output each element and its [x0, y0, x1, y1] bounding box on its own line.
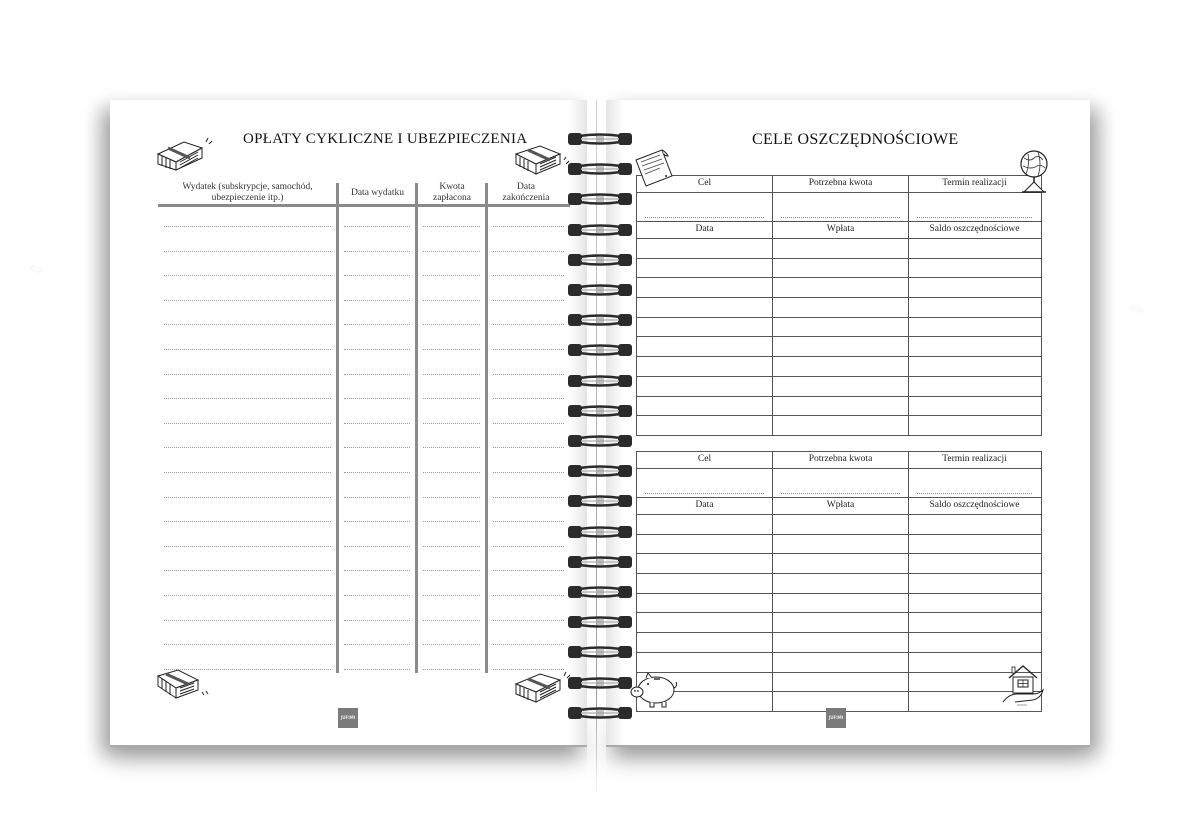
write-in-line[interactable]	[164, 595, 331, 596]
spiral-coil	[567, 464, 633, 478]
date-cell[interactable]	[637, 318, 772, 337]
deposit-cell[interactable]	[772, 515, 908, 534]
table-row	[637, 297, 1041, 317]
date-cell[interactable]	[637, 535, 772, 554]
column-divider	[415, 183, 418, 673]
balance-cell[interactable]	[908, 416, 1040, 435]
spiral-coil	[567, 676, 633, 690]
spiral-coil	[567, 494, 633, 508]
write-in-line[interactable]	[493, 226, 564, 227]
write-in-line[interactable]	[493, 423, 564, 424]
write-in-line[interactable]	[493, 472, 564, 473]
write-in-line[interactable]	[493, 447, 564, 448]
date-cell[interactable]	[637, 298, 772, 317]
table-row	[637, 396, 1041, 416]
write-in-line[interactable]	[423, 570, 480, 571]
column-header-expense	[158, 182, 337, 204]
write-in-line	[645, 493, 764, 494]
balance-cell[interactable]	[908, 318, 1040, 337]
table-row	[637, 672, 1041, 692]
write-in-line[interactable]	[344, 447, 410, 448]
write-in-line[interactable]	[164, 300, 331, 301]
goal-field[interactable]	[637, 469, 772, 497]
balance-cell[interactable]	[908, 337, 1040, 356]
balance-cell[interactable]	[908, 554, 1040, 573]
write-in-line[interactable]	[423, 644, 480, 645]
write-in-line[interactable]	[423, 300, 480, 301]
write-in-line[interactable]	[344, 546, 410, 547]
write-in-line[interactable]	[344, 620, 410, 621]
header-line: Data wydatku	[350, 188, 405, 198]
write-in-line[interactable]	[493, 595, 564, 596]
write-in-line[interactable]	[344, 275, 410, 276]
write-in-line[interactable]	[344, 374, 410, 375]
write-in-line[interactable]	[344, 669, 410, 670]
write-in-line[interactable]	[423, 472, 480, 473]
balance-cell[interactable]	[908, 357, 1040, 376]
table-row	[637, 593, 1041, 613]
spiral-coil	[567, 374, 633, 388]
write-in-line[interactable]	[344, 595, 410, 596]
deposit-cell[interactable]	[772, 397, 908, 416]
header-line: Data	[517, 182, 535, 192]
write-in-line[interactable]	[423, 374, 480, 375]
write-in-line[interactable]	[493, 570, 564, 571]
spiral-coil	[567, 192, 633, 206]
write-in-line[interactable]	[493, 324, 564, 325]
column-header: Saldo oszczędnościowe	[908, 498, 1040, 514]
deposit-cell[interactable]	[772, 416, 908, 435]
write-in-line[interactable]	[164, 226, 331, 227]
balance-cell[interactable]	[908, 259, 1040, 278]
balance-cell[interactable]	[908, 515, 1040, 534]
table-row	[637, 356, 1041, 376]
balance-cell[interactable]	[908, 278, 1040, 297]
table-row	[637, 612, 1041, 632]
entry-header-row	[637, 497, 1041, 514]
write-in-line[interactable]	[493, 546, 564, 547]
deposit-cell[interactable]	[772, 574, 908, 593]
write-in-line[interactable]	[423, 324, 480, 325]
column-header: Wpłata	[772, 222, 908, 238]
write-in-line[interactable]	[423, 620, 480, 621]
deposit-cell[interactable]	[772, 554, 908, 573]
deposit-cell[interactable]	[772, 653, 908, 672]
column-header: Cel	[697, 178, 712, 188]
date-cell[interactable]	[637, 554, 772, 573]
table-row	[637, 258, 1041, 278]
write-in-line[interactable]	[164, 324, 331, 325]
goal-header-row	[637, 452, 1041, 468]
spiral-coil	[567, 313, 633, 327]
header-line: ubezpieczenie itp.)	[211, 193, 284, 203]
table-row	[637, 238, 1041, 258]
date-cell[interactable]	[637, 357, 772, 376]
write-in-line	[781, 217, 900, 218]
goal-field[interactable]	[637, 193, 772, 221]
write-in-line[interactable]	[164, 472, 331, 473]
write-in-line[interactable]	[344, 570, 410, 571]
column-header: Potrzebna kwota	[772, 452, 908, 468]
spiral-coil	[567, 645, 633, 659]
table-row	[637, 573, 1041, 593]
table-row	[637, 514, 1041, 534]
spiral-coil	[567, 706, 633, 720]
write-in-line[interactable]	[423, 398, 480, 399]
deposit-cell[interactable]	[772, 337, 908, 356]
write-in-line[interactable]	[493, 398, 564, 399]
column-header: Potrzebna kwota	[772, 176, 908, 192]
brand-logo: JUFIMI	[338, 708, 358, 728]
document-icon	[632, 148, 678, 188]
right-page	[606, 100, 1090, 747]
column-header-amount-paid	[418, 182, 486, 204]
write-in-line[interactable]	[493, 644, 564, 645]
table-row	[637, 534, 1041, 554]
spiral-coil	[567, 132, 633, 146]
column-header-expense-date	[339, 188, 416, 199]
balance-cell[interactable]	[908, 239, 1040, 258]
write-in-line[interactable]	[423, 251, 480, 252]
write-in-line[interactable]	[164, 521, 331, 522]
column-divider	[336, 183, 339, 673]
write-in-line[interactable]	[164, 398, 331, 399]
write-in-line[interactable]	[164, 669, 331, 670]
column-divider	[485, 183, 488, 673]
write-in-line[interactable]	[493, 669, 564, 670]
left-page	[110, 100, 587, 747]
write-in-line[interactable]	[344, 226, 410, 227]
date-cell[interactable]	[637, 416, 772, 435]
header-line: Kwota	[439, 182, 465, 192]
column-header-end-date	[488, 182, 564, 204]
write-in-line[interactable]	[423, 521, 480, 522]
write-in-line[interactable]	[493, 497, 564, 498]
balance-cell[interactable]	[908, 397, 1040, 416]
write-in-line[interactable]	[344, 300, 410, 301]
write-in-line[interactable]	[344, 324, 410, 325]
required-amount-field[interactable]	[772, 193, 908, 221]
spiral-coil	[567, 585, 633, 599]
write-in-line[interactable]	[164, 497, 331, 498]
column-header: Data	[695, 500, 714, 510]
balance-cell[interactable]	[908, 594, 1040, 613]
write-in-line[interactable]	[164, 251, 331, 252]
table-row	[637, 376, 1041, 396]
spiral-coil	[567, 253, 633, 267]
write-in-line	[917, 493, 1032, 494]
background-watermark	[1126, 298, 1150, 324]
write-in-line[interactable]	[423, 349, 480, 350]
goal-header-row	[637, 176, 1041, 192]
write-in-line[interactable]	[493, 251, 564, 252]
column-header: Saldo oszczędnościowe	[908, 222, 1040, 238]
write-in-line[interactable]	[344, 521, 410, 522]
balance-cell[interactable]	[908, 377, 1040, 396]
deposit-cell[interactable]	[772, 633, 908, 652]
goal-input-row	[637, 192, 1041, 221]
date-cell[interactable]	[637, 515, 772, 534]
spiral-coil	[567, 162, 633, 176]
column-header: Data	[695, 224, 714, 234]
write-in-line[interactable]	[423, 546, 480, 547]
write-in-line[interactable]	[423, 447, 480, 448]
spiral-coil	[567, 615, 633, 629]
write-in-line[interactable]	[423, 669, 480, 670]
write-in-line[interactable]	[164, 644, 331, 645]
write-in-line[interactable]	[164, 546, 331, 547]
balance-cell[interactable]	[908, 535, 1040, 554]
write-in-line[interactable]	[423, 423, 480, 424]
spiral-coil	[567, 525, 633, 539]
globe-icon	[1018, 148, 1052, 196]
date-cell[interactable]	[637, 633, 772, 652]
write-in-line[interactable]	[164, 374, 331, 375]
deposit-cell[interactable]	[772, 298, 908, 317]
balance-cell[interactable]	[908, 298, 1040, 317]
money-stack-icon	[154, 136, 214, 172]
spiral-coil	[567, 283, 633, 297]
table-row	[637, 415, 1041, 435]
savings-goal-table	[636, 451, 1042, 712]
date-cell[interactable]	[637, 278, 772, 297]
goal-input-row	[637, 468, 1041, 497]
write-in-line[interactable]	[493, 620, 564, 621]
table-row	[637, 553, 1041, 573]
balance-cell[interactable]	[908, 633, 1040, 652]
column-header: Wpłata	[772, 498, 908, 514]
write-in-line[interactable]	[423, 275, 480, 276]
write-in-line[interactable]	[344, 251, 410, 252]
balance-cell[interactable]	[908, 613, 1040, 632]
spiral-coil	[567, 343, 633, 357]
required-amount-field[interactable]	[772, 469, 908, 497]
deposit-cell[interactable]	[772, 259, 908, 278]
write-in-line[interactable]	[493, 275, 564, 276]
deposit-cell[interactable]	[772, 357, 908, 376]
write-in-line[interactable]	[344, 423, 410, 424]
column-header: Termin realizacji	[908, 176, 1040, 192]
spiral-coil	[567, 223, 633, 237]
brand-logo: JUFIMI	[826, 708, 846, 728]
date-cell[interactable]	[637, 259, 772, 278]
write-in-line[interactable]	[344, 644, 410, 645]
table-row	[637, 277, 1041, 297]
deposit-cell[interactable]	[772, 239, 908, 258]
column-header: Termin realizacji	[908, 452, 1040, 468]
write-in-line	[917, 217, 1032, 218]
money-stack-icon	[512, 668, 572, 704]
piggy-bank-icon	[628, 670, 678, 710]
house-in-hand-icon	[999, 660, 1047, 708]
date-cell[interactable]	[637, 337, 772, 356]
balance-cell[interactable]	[908, 574, 1040, 593]
entry-header-row	[637, 221, 1041, 238]
write-in-line[interactable]	[423, 497, 480, 498]
header-rule	[158, 204, 570, 207]
date-cell[interactable]	[637, 397, 772, 416]
money-stack-icon	[154, 666, 214, 702]
write-in-line[interactable]	[344, 349, 410, 350]
deposit-cell[interactable]	[772, 673, 908, 692]
spiral-coil	[567, 555, 633, 569]
spiral-coil	[567, 434, 633, 448]
deadline-field[interactable]	[908, 193, 1040, 221]
write-in-line[interactable]	[164, 620, 331, 621]
header-line: zakończenia	[502, 193, 550, 203]
spiral-coil	[567, 404, 633, 418]
table-row	[637, 317, 1041, 337]
deposit-cell[interactable]	[772, 594, 908, 613]
write-in-line[interactable]	[344, 472, 410, 473]
write-in-line[interactable]	[164, 570, 331, 571]
deposit-cell[interactable]	[772, 613, 908, 632]
deposit-cell[interactable]	[772, 278, 908, 297]
write-in-line[interactable]	[164, 447, 331, 448]
write-in-line[interactable]	[164, 349, 331, 350]
write-in-line[interactable]	[164, 275, 331, 276]
write-in-line[interactable]	[423, 226, 480, 227]
date-cell[interactable]	[637, 594, 772, 613]
date-cell[interactable]	[637, 377, 772, 396]
deposit-cell[interactable]	[772, 318, 908, 337]
write-in-line	[645, 217, 764, 218]
write-in-line[interactable]	[493, 374, 564, 375]
deposit-cell[interactable]	[772, 535, 908, 554]
date-cell[interactable]	[637, 653, 772, 672]
header-line: zapłacona	[433, 193, 471, 203]
deposit-cell[interactable]	[772, 377, 908, 396]
money-stack-icon	[512, 140, 572, 176]
write-in-line[interactable]	[344, 497, 410, 498]
write-in-line[interactable]	[164, 423, 331, 424]
deadline-field[interactable]	[908, 469, 1040, 497]
table-row	[637, 336, 1041, 356]
write-in-line	[781, 493, 900, 494]
write-in-line[interactable]	[493, 349, 564, 350]
page-title: CELE OSZCZĘDNOŚCIOWE	[752, 131, 959, 148]
date-cell[interactable]	[637, 239, 772, 258]
write-in-line[interactable]	[493, 300, 564, 301]
page-title: OPŁATY CYKLICZNE I UBEZPIECZENIA	[243, 131, 528, 147]
column-header: Cel	[697, 454, 712, 464]
savings-goal-table	[636, 175, 1042, 436]
date-cell[interactable]	[637, 613, 772, 632]
write-in-line[interactable]	[344, 398, 410, 399]
header-line: Wydatek (subskrypcje, samochód,	[182, 182, 313, 192]
table-row	[637, 632, 1041, 652]
write-in-line[interactable]	[423, 595, 480, 596]
table-row	[637, 652, 1041, 672]
write-in-line[interactable]	[493, 521, 564, 522]
date-cell[interactable]	[637, 574, 772, 593]
background-watermark	[26, 258, 50, 284]
